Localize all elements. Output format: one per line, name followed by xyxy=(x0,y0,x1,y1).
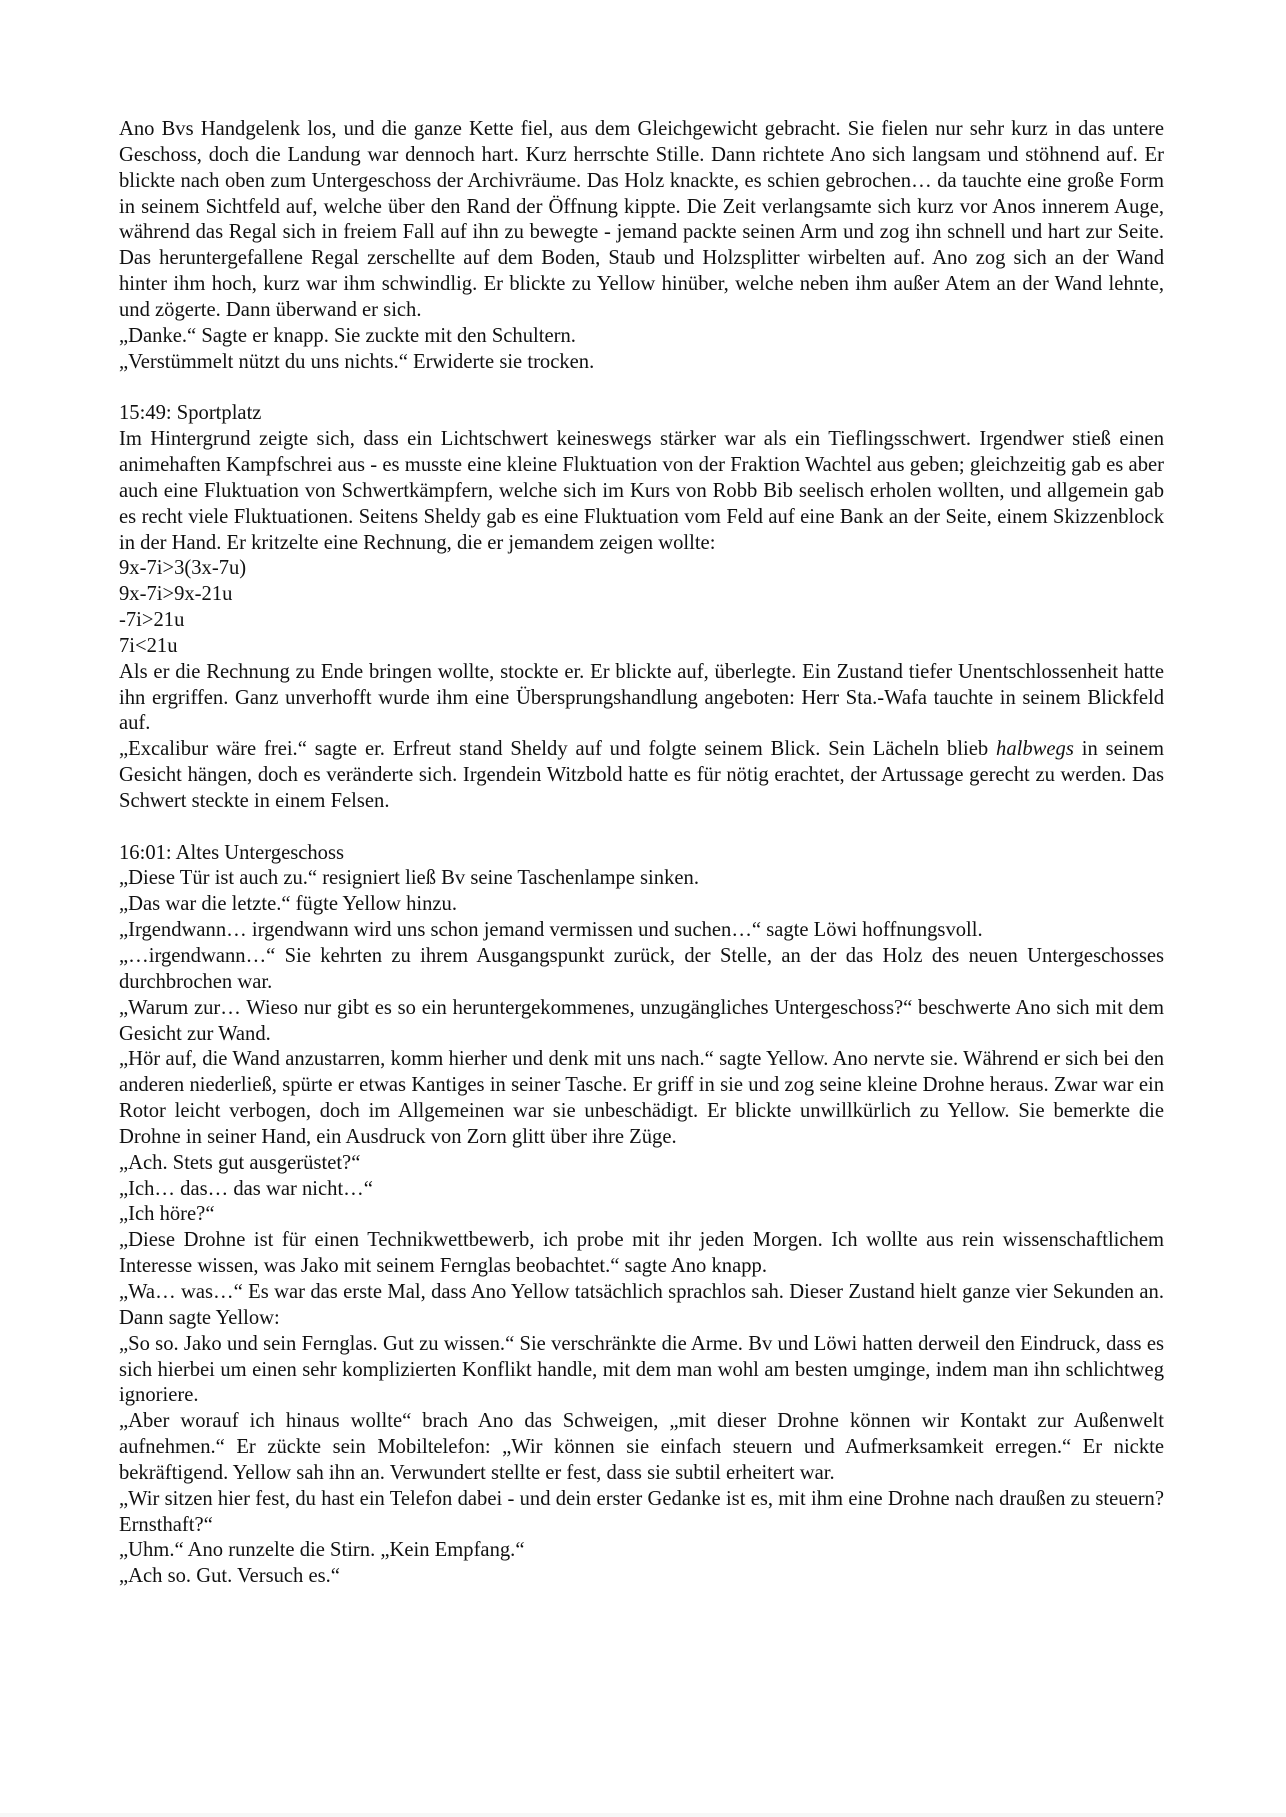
paragraph xyxy=(119,427,1164,556)
paragraph xyxy=(119,944,1164,996)
paragraph xyxy=(119,1280,1164,1332)
paragraph xyxy=(119,1202,1164,1228)
paragraph xyxy=(119,1228,1164,1280)
text-run: in seinem Gesicht hängen, doch es veränderte sich. Irgendein Witzbold hatte es für nötig erachtet, der Artussage gerecht zu werden. Das Schwert steckte in einem Felsen. xyxy=(119,738,1164,812)
text-run: 7i<21u xyxy=(119,634,178,657)
paragraph xyxy=(119,350,1164,376)
paragraph xyxy=(119,737,1164,815)
paragraph xyxy=(119,117,1164,324)
paragraph xyxy=(119,1332,1164,1410)
paragraph xyxy=(119,1487,1164,1539)
text-run: „Irgendwann… irgendwann wird uns schon jemand vermissen und suchen…“ sagte Löwi hoffnungsvoll. xyxy=(119,919,983,942)
text-run: „Danke.“ Sagte er knapp. Sie zuckte mit den Schultern. xyxy=(119,324,576,347)
section-heading xyxy=(119,841,1164,867)
equation-line xyxy=(119,608,1164,634)
text-run: Im Hintergrund zeigte sich, dass ein Lichtschwert keineswegs stärker war als ein Tieflingsschwert. Irgendwer stieß einen animehaften Kampfschrei aus - es musste eine kleine Fluktuation von der Fraktion Wachtel aus geben; gleichzeitig gab es aber auch eine Fluktuation von Schwertkämpfern, welche sich im Kurs von Robb Bib seelisch erholen wollten, und allgemein gab es recht viele Fluktuationen. Seitens Sheldy gab es eine Fluktuation vom Feld auf eine Bank an der Seite, einem Skizzenblock in der Hand. Er kritzelte eine Rechnung, die er jemandem zeigen wollte: xyxy=(119,428,1164,554)
text-run: 16:01: Altes Untergeschoss xyxy=(119,841,344,864)
text-run: -7i>21u xyxy=(119,609,185,632)
text-run: „Excalibur wäre frei.“ sagte er. Erfreut stand Sheldy auf und folgte seinem Blick. Sein Lächeln blieb xyxy=(119,738,997,761)
paragraph xyxy=(119,1564,1164,1590)
paragraph xyxy=(119,660,1164,738)
text-run: „Hör auf, die Wand anzustarren, komm hierher und denk mit uns nach.“ sagte Yellow. Ano nervte sie. Während er sich bei den anderen niederließ, spürte er etwas Kantiges in seiner Tasche. Er griff in sie und zog seine kleine Drohne heraus. Zwar war ein Rotor leicht verbogen, doch im Allgemeinen war sie unbeschädigt. Er blickte unwillkürlich zu Yellow. Sie bemerkte die Drohne in seiner Hand, ein Ausdruck von Zorn glitt über ihre Züge. xyxy=(119,1048,1164,1148)
paragraph xyxy=(119,1151,1164,1177)
text-run: 15:49: Sportplatz xyxy=(119,402,262,425)
text-run: „Ich höre?“ xyxy=(119,1203,215,1226)
paragraph xyxy=(119,892,1164,918)
paragraph xyxy=(119,1177,1164,1203)
text-run: „Wir sitzen hier fest, du hast ein Telefon dabei - und dein erster Gedanke ist es, mit ihm eine Drohne nach draußen zu steuern? Ernsthaft?“ xyxy=(119,1487,1164,1536)
text-run: „Ach so. Gut. Versuch es.“ xyxy=(119,1565,340,1588)
document-page xyxy=(119,117,1164,1590)
text-run: „Verstümmelt nützt du uns nichts.“ Erwiderte sie trocken. xyxy=(119,350,595,373)
text-run: „So so. Jako und sein Fernglas. Gut zu wissen.“ Sie verschränkte die Arme. Bv und Löwi hatten derweil den Eindruck, dass es sich hierbei um einen sehr komplizierten Konflikt handle, mit dem man wohl am besten umginge, indem man ihn schlichtweg ignoriere. xyxy=(119,1332,1164,1407)
paragraph xyxy=(119,866,1164,892)
text-run: „Uhm.“ Ano runzelte die Stirn. „Kein Empfang.“ xyxy=(119,1539,525,1562)
text-run: „Aber worauf ich hinaus wollte“ brach Ano das Schweigen, „mit dieser Drohne können wir Kontakt zur Außenwelt aufnehmen.“ Er zückte sein Mobiltelefon: „Wir können sie einfach steuern und Aufmerksamkeit erregen.“ Er nickte bekräftigend. Yellow sah ihn an. Verwundert stellte er fest, dass sie subtil erheitert war. xyxy=(119,1410,1164,1484)
paragraph xyxy=(119,324,1164,350)
text-run: „Warum zur… Wieso nur gibt es so ein heruntergekommenes, unzugängliches Untergeschoss?“ beschwerte Ano sich mit dem Gesicht zur Wand. xyxy=(119,996,1164,1045)
equation-line xyxy=(119,634,1164,660)
paragraph xyxy=(119,1409,1164,1487)
text-run: Ano Bvs Handgelenk los, und die ganze Kette fiel, aus dem Gleichgewicht gebracht. Sie fielen nur sehr kurz in das untere Geschoss, doch die Landung war dennoch hart. Kurz herrschte Stille. Dann richtete Ano sich langsam und stöhnend auf. Er blickte nach oben zum Untergeschoss der Archivräume. Das Holz knackte, es schien gebrochen… da tauchte eine große Form in seinem Sichtfeld auf, welche über den Rand der Öffnung kippte. Die Zeit verlangsamte sich kurz vor Anos innerem Auge, während das Regal sich in freiem Fall auf ihn zu bewegte - jemand packte seinen Arm und zog ihn schnell und hart zur Seite. Das heruntergefallene Regal zerschellte auf dem Boden, Staub und Holzsplitter wirbelten auf. Ano zog sich an der Wand hinter ihm hoch, kurz war ihm schwindlig. Er blickte zu Yellow hinüber, welche neben ihm außer Atem an der Wand lehnte, und zögerte. Dann überwand er sich. xyxy=(119,118,1164,321)
text-run: „Wa… was…“ Es war das erste Mal, dass Ano Yellow tatsächlich sprachlos sah. Dieser Zustand hielt ganze vier Sekunden an. Dann sagte Yellow: xyxy=(119,1280,1164,1329)
section-heading xyxy=(119,401,1164,427)
italic-text: halbwegs xyxy=(996,738,1074,761)
equation-line xyxy=(119,582,1164,608)
text-run: 9x-7i>9x-21u xyxy=(119,583,233,606)
paragraph xyxy=(119,996,1164,1048)
paragraph xyxy=(119,1538,1164,1564)
text-run: „Ich… das… das war nicht…“ xyxy=(119,1177,373,1200)
text-run: „Das war die letzte.“ fügte Yellow hinzu. xyxy=(119,893,457,916)
paragraph xyxy=(119,918,1164,944)
text-run: 9x-7i>3(3x-7u) xyxy=(119,557,247,580)
text-run: Als er die Rechnung zu Ende bringen wollte, stockte er. Er blickte auf, überlegte. Ein Zustand tiefer Unentschlossenheit hatte ihn ergriffen. Ganz unverhofft wurde ihm eine Übersprungshandlung angeboten: Herr Sta.-Wafa tauchte in seinem Blickfeld auf. xyxy=(119,660,1164,735)
text-run: „…irgendwann…“ Sie kehrten zu ihrem Ausgangspunkt zurück, der Stelle, an der das Holz des neuen Untergeschosses durchbrochen war. xyxy=(119,945,1164,993)
page-bottom-edge xyxy=(0,1813,1286,1817)
blank-line xyxy=(119,815,1164,841)
text-run: „Diese Drohne ist für einen Technikwettbewerb, ich probe mit ihr jeden Morgen. Ich wollte aus rein wissenschaftlichem Interesse wissen, was Jako mit seinem Fernglas beobachtet.“ sagte Ano knapp. xyxy=(119,1229,1164,1278)
paragraph xyxy=(119,1047,1164,1150)
text-run: „Diese Tür ist auch zu.“ resigniert ließ Bv seine Taschenlampe sinken. xyxy=(119,867,699,890)
text-run: „Ach. Stets gut ausgerüstet?“ xyxy=(119,1151,361,1174)
blank-line xyxy=(119,375,1164,401)
equation-line xyxy=(119,556,1164,582)
